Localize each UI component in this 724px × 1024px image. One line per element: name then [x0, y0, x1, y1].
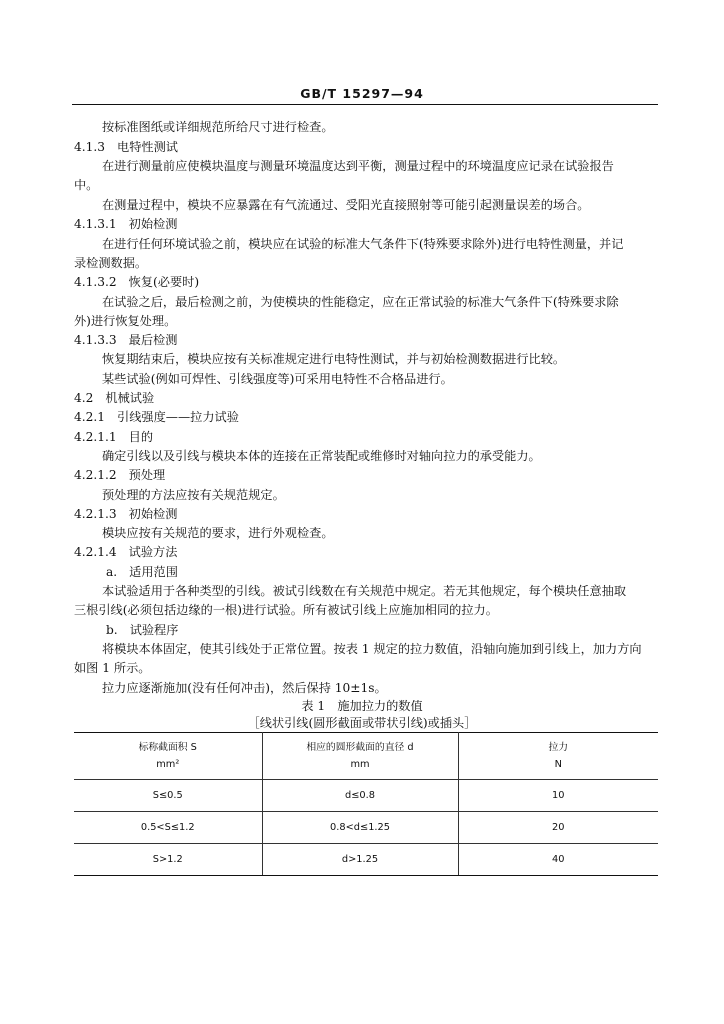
table-row [74, 780, 658, 812]
paragraph-line: 拉力应逐渐施加(没有任何冲击)，然后保持 10±1s。 [102, 681, 387, 695]
list-label: a. [106, 565, 118, 579]
table-header-row [74, 733, 658, 780]
paragraph-line: 将模块本体固定，使其引线处于正常位置。按表 1 规定的拉力数值，沿轴向施加到引线上，加力方向 [102, 642, 642, 656]
table-cell: 0.5<S≤1.2 [74, 812, 262, 844]
paragraph-line: 三根引线(必须包括边缘的一根)进行试验。所有被试引线上应施加相同的拉力。 [74, 603, 498, 617]
list-title: 适用范围 [129, 565, 178, 579]
section-title: 引线强度——拉力试验 [117, 410, 239, 424]
section-title: 初始检测 [128, 507, 178, 521]
section-title: 电特性测试 [117, 140, 178, 154]
table-subcaption: ［线状引线(圆形截面或带状引线)或插头］ [247, 716, 477, 730]
header-cell-area [74, 733, 262, 780]
paragraph-line: 恢复期结束后，模块应按有关标准规定进行电特性测试，并与初始检测数据进行比较。 [102, 352, 566, 366]
section-heading-4-2-1-1 [74, 430, 153, 445]
table-cell: d≤0.8 [262, 780, 458, 812]
paragraph-line: 在进行测量前应使模块温度与测量环境温度达到平衡，测量过程中的环境温度应记录在试验报告 [102, 159, 614, 173]
table-caption: 表 1 施加拉力的数值 [301, 699, 423, 713]
header-rule [72, 104, 658, 105]
section-heading-4-1-3-3 [74, 333, 177, 348]
header-unit: mm [350, 759, 370, 770]
page-header-standard-number: GB/T 15297—94 [300, 86, 424, 101]
section-number: 4.2.1.2 [74, 468, 117, 482]
section-title: 恢复(必要时) [128, 275, 200, 289]
list-item-a-heading [106, 565, 178, 580]
table-row [74, 812, 658, 844]
list-title: 试验程序 [129, 623, 179, 637]
paragraph-line: 在测量过程中，模块不应暴露在有气流通过、受阳光直接照射等可能引起测量误差的场合。 [102, 198, 590, 212]
pull-force-table [74, 732, 658, 876]
section-number: 4.1.3.1 [74, 217, 117, 231]
section-number: 4.1.3.2 [74, 275, 117, 289]
table-cell: 40 [458, 844, 658, 876]
section-title: 目的 [128, 430, 154, 444]
paragraph-line: 中。 [74, 178, 99, 192]
table-row [74, 844, 658, 876]
header-cell-diameter [262, 733, 458, 780]
list-item-b-heading [106, 623, 178, 638]
header-name: 相应的圆形截面的直径 d [306, 742, 414, 753]
section-heading-4-2-1 [74, 410, 239, 425]
header-cell-force [458, 733, 658, 780]
paragraph-line: 预处理的方法应按有关规范规定。 [102, 488, 285, 502]
paragraph-line: 确定引线以及引线与模块本体的连接在正常装配或维修时对轴向拉力的承受能力。 [102, 449, 541, 463]
section-heading-4-1-3 [74, 140, 178, 155]
paragraph-line: 模块应按有关规范的要求，进行外观检查。 [102, 526, 334, 540]
table-cell: d>1.25 [262, 844, 458, 876]
section-number: 4.1.3 [74, 140, 106, 154]
section-title: 预处理 [128, 468, 166, 482]
table-cell: S>1.2 [74, 844, 262, 876]
table-cell: 10 [458, 780, 658, 812]
header-name: 标称截面积 S [138, 742, 197, 753]
paragraph-line: 在进行任何环境试验之前，模块应在试验的标准大气条件下(特殊要求除外)进行电特性测量，并记 [102, 237, 624, 251]
section-title: 初始检测 [128, 217, 178, 231]
table-cell: S≤0.5 [74, 780, 262, 812]
section-heading-4-2-1-4 [74, 545, 177, 560]
section-number: 4.1.3.3 [74, 333, 117, 347]
table-cell: 20 [458, 812, 658, 844]
paragraph-line: 本试验适用于各种类型的引线。被试引线数在有关规范中规定。若无其他规定，每个模块任意抽取 [102, 584, 627, 598]
paragraph-line: 在试验之后，最后检测之前，为使模块的性能稳定，应在正常试验的标准大气条件下(特殊要求除 [102, 295, 619, 309]
paragraph-line: 如图 1 所示。 [74, 661, 151, 675]
section-number: 4.2.1.3 [74, 507, 117, 521]
section-title: 机械试验 [105, 391, 155, 405]
header-name: 拉力 [548, 742, 569, 753]
section-heading-4-1-3-2 [74, 275, 199, 290]
list-label: b. [106, 623, 118, 637]
section-heading-4-2-1-3 [74, 507, 177, 522]
section-number: 4.2 [74, 391, 94, 405]
section-number: 4.2.1.4 [74, 545, 117, 559]
paragraph-line: 按标准图纸或详细规范所给尺寸进行检查。 [102, 120, 334, 134]
paragraph-line: 录检测数据。 [74, 256, 148, 270]
paragraph-line: 某些试验(例如可焊性、引线强度等)可采用电特性不合格品进行。 [102, 372, 453, 386]
table-cell: 0.8<d≤1.25 [262, 812, 458, 844]
section-heading-4-2-1-2 [74, 468, 165, 483]
section-number: 4.2.1 [74, 410, 106, 424]
header-unit: N [554, 759, 562, 770]
section-heading-4-2 [74, 391, 154, 406]
section-heading-4-1-3-1 [74, 217, 177, 232]
header-unit: mm² [156, 759, 180, 770]
section-title: 最后检测 [128, 333, 178, 347]
section-number: 4.2.1.1 [74, 430, 117, 444]
paragraph-line: 外)进行恢复处理。 [74, 314, 177, 328]
section-title: 试验方法 [128, 545, 178, 559]
